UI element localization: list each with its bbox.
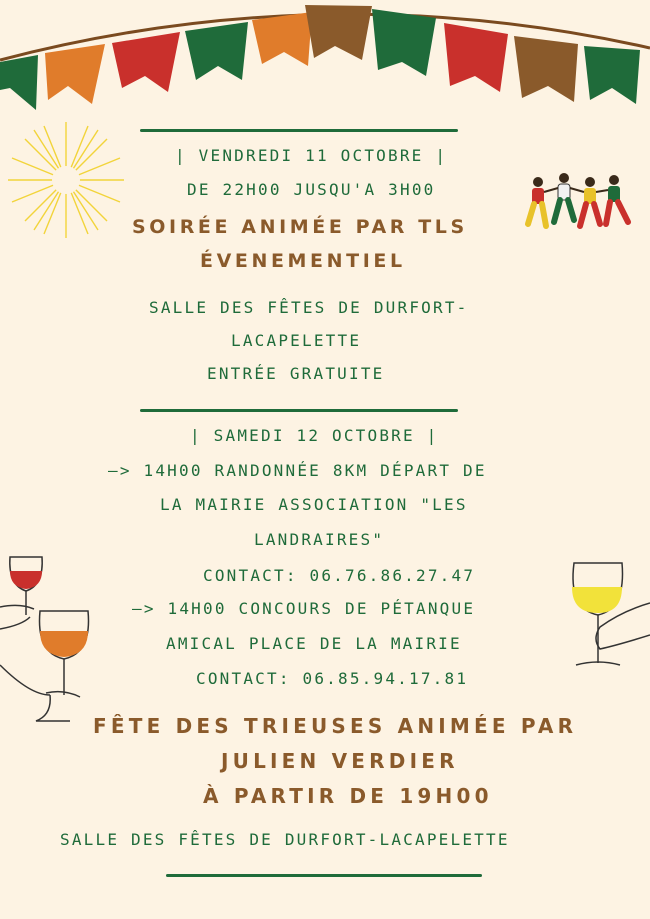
divider xyxy=(140,129,458,132)
friday-entry: ENTRÉE GRATUITE xyxy=(207,364,385,383)
hike-info: LANDRAIRES" xyxy=(254,530,385,549)
hike-info: LA MAIRIE ASSOCIATION "LES xyxy=(160,495,468,514)
petanque-contact: CONTACT: 06.85.94.17.81 xyxy=(196,669,469,688)
evening-venue: SALLE DES FÊTES DE DURFORT-LACAPELETTE xyxy=(60,830,510,849)
hike-contact: CONTACT: 06.76.86.27.47 xyxy=(203,566,476,585)
divider xyxy=(166,874,482,877)
friday-entertainment: ÉVENEMENTIEL xyxy=(200,250,406,272)
dancers-icon xyxy=(516,168,634,240)
bunting-icon xyxy=(0,0,650,115)
friday-entertainment: SOIRÉE ANIMÉE PAR TLS xyxy=(132,216,468,238)
saturday-date: | SAMEDI 12 OCTOBRE | xyxy=(190,426,439,445)
wine-toast-icon xyxy=(0,545,100,725)
petanque-info: AMICAL PLACE DE LA MAIRIE xyxy=(166,634,462,653)
firework-icon xyxy=(4,118,128,242)
hike-info: —> 14H00 RANDONNÉE 8KM DÉPART DE xyxy=(108,461,487,480)
friday-time: DE 22H00 JUSQU'A 3H00 xyxy=(187,180,436,199)
white-wine-icon xyxy=(560,555,650,675)
evening-time: À PARTIR DE 19H00 xyxy=(203,784,493,808)
friday-date: | VENDREDI 11 OCTOBRE | xyxy=(175,146,448,165)
evening-title: FÊTE DES TRIEUSES ANIMÉE PAR xyxy=(93,714,578,738)
friday-venue: SALLE DES FÊTES DE DURFORT- xyxy=(149,298,469,317)
divider xyxy=(140,409,458,412)
friday-venue: LACAPELETTE xyxy=(231,331,362,350)
evening-title: JULIEN VERDIER xyxy=(221,749,459,773)
petanque-info: —> 14H00 CONCOURS DE PÉTANQUE xyxy=(132,599,476,618)
